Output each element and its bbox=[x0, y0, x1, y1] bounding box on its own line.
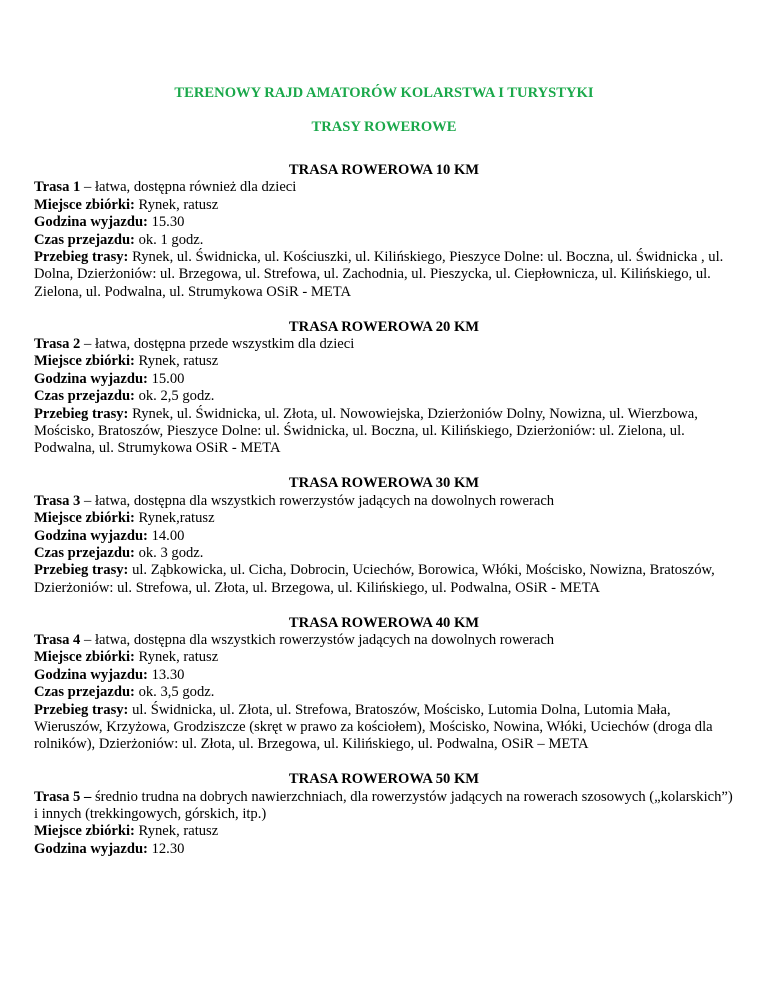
route-value: ul. Świdnicka, ul. Złota, ul. Strefowa, Bratoszów, Mościsko, Lutomia Dolna, Lutomia Mała, Wieruszów, Krzyżowa, Grodziszcze (skręt w prawo za kościołem), Mościsko, Nowina, Włóki, Uciechów (droga dla rolników), Dzierżoniów: ul. Złota, ul. Brzegowa, ul. Kilińskiego, ul. Podwalna, OSiR – META bbox=[34, 701, 713, 753]
route-section-50km bbox=[34, 771, 734, 858]
route-description bbox=[34, 179, 734, 196]
departure-label: Godzina wyjazdu: bbox=[34, 214, 148, 231]
departure-value: 13.30 bbox=[147, 666, 185, 683]
meeting-label: Miejsce zbiórki: bbox=[34, 353, 135, 370]
duration-label: Czas przejazdu: bbox=[34, 388, 135, 405]
route-heading: TRASA ROWEROWA 50 KM bbox=[288, 771, 480, 788]
route-description bbox=[34, 336, 734, 353]
duration-label: Czas przejazdu: bbox=[34, 544, 135, 561]
route-name: Trasa 1 bbox=[34, 179, 81, 196]
departure-label: Godzina wyjazdu: bbox=[34, 527, 148, 544]
route-course bbox=[34, 406, 734, 458]
route-course bbox=[34, 702, 734, 754]
meeting-point bbox=[34, 823, 734, 840]
duration-value: ok. 3,5 godz. bbox=[134, 684, 215, 701]
route-section-40km bbox=[34, 615, 734, 754]
route-description-text: – łatwa, dostępna również dla dzieci bbox=[80, 179, 297, 196]
document-subtitle: TRASY ROWEROWE bbox=[311, 119, 457, 135]
route-label: Przebieg trasy: bbox=[34, 562, 129, 579]
meeting-point bbox=[34, 510, 734, 527]
meeting-label: Miejsce zbiórki: bbox=[34, 510, 135, 527]
route-description bbox=[34, 789, 734, 824]
route-course bbox=[34, 249, 734, 301]
duration-value: ok. 1 godz. bbox=[134, 231, 204, 248]
routes-list bbox=[34, 162, 734, 876]
route-description-text: – łatwa, dostępna dla wszystkich rowerzystów jadących na dowolnych rowerach bbox=[80, 492, 555, 509]
duration-label: Czas przejazdu: bbox=[34, 684, 135, 701]
duration-value: ok. 3 godz. bbox=[134, 544, 204, 561]
ride-duration bbox=[34, 684, 734, 701]
meeting-point bbox=[34, 649, 734, 666]
meeting-value: Rynek, ratusz bbox=[134, 649, 219, 666]
departure-time bbox=[34, 371, 734, 388]
route-name: Trasa 3 bbox=[34, 492, 81, 509]
meeting-point bbox=[34, 197, 734, 214]
route-heading: TRASA ROWEROWA 20 KM bbox=[288, 318, 480, 335]
route-value: ul. Ząbkowicka, ul. Cicha, Dobrocin, Uciechów, Borowica, Włóki, Mościsko, Nowizna, Bratoszów, Dzierżoniów: ul. Strefowa, ul. Złota, ul. Brzegowa, ul. Kilińskiego, ul. Podwalna, OSiR - META bbox=[34, 562, 715, 596]
departure-time bbox=[34, 528, 734, 545]
ride-duration bbox=[34, 232, 734, 249]
route-description-text: – łatwa, dostępna przede wszystkim dla dzieci bbox=[80, 336, 355, 353]
route-description bbox=[34, 632, 734, 649]
departure-value: 15.30 bbox=[147, 214, 185, 231]
route-description-text: średnio trudna na dobrych nawierzchniach, dla rowerzystów jadących na rowerach szosowych („kolarskich”) i innych (trekkingowych, górskich, itp.) bbox=[34, 788, 733, 822]
duration-label: Czas przejazdu: bbox=[34, 231, 135, 248]
route-heading: TRASA ROWEROWA 30 KM bbox=[288, 475, 480, 492]
ride-duration bbox=[34, 545, 734, 562]
route-label: Przebieg trasy: bbox=[34, 405, 129, 422]
meeting-label: Miejsce zbiórki: bbox=[34, 649, 135, 666]
departure-value: 15.00 bbox=[147, 370, 185, 387]
duration-value: ok. 2,5 godz. bbox=[134, 388, 215, 405]
departure-value: 12.30 bbox=[147, 840, 185, 857]
departure-label: Godzina wyjazdu: bbox=[34, 666, 148, 683]
route-heading: TRASA ROWEROWA 10 KM bbox=[288, 162, 480, 178]
ride-duration bbox=[34, 388, 734, 405]
route-description-text: – łatwa, dostępna dla wszystkich rowerzystów jadących na dowolnych rowerach bbox=[80, 631, 555, 648]
route-description bbox=[34, 493, 734, 510]
meeting-value: Rynek, ratusz bbox=[134, 823, 219, 840]
meeting-value: Rynek, ratusz bbox=[134, 353, 219, 370]
departure-time bbox=[34, 667, 734, 684]
meeting-label: Miejsce zbiórki: bbox=[34, 823, 135, 840]
route-section-10km bbox=[34, 162, 734, 301]
departure-value: 14.00 bbox=[147, 527, 185, 544]
route-name: Trasa 2 bbox=[34, 336, 81, 353]
route-value: Rynek, ul. Świdnicka, ul. Kościuszki, ul. Kilińskiego, Pieszyce Dolne: ul. Boczna, ul. Świdnicka , ul. Dolna, Dzierżoniów: ul. Brzegowa, ul. Strefowa, ul. Zachodnia, ul. Pieszycka, ul. Ciepłownicza, ul. Kilińskiego, ul. Zielona, ul. Podwalna, ul. Strumykowa OSiR - META bbox=[34, 249, 724, 300]
route-section-20km bbox=[34, 319, 734, 458]
document-title: TERENOWY RAJD AMATORÓW KOLARSTWA I TURYSTYKI bbox=[174, 85, 594, 101]
departure-label: Godzina wyjazdu: bbox=[34, 370, 148, 387]
departure-time bbox=[34, 214, 734, 231]
route-label: Przebieg trasy: bbox=[34, 249, 129, 266]
meeting-value: Rynek,ratusz bbox=[134, 510, 215, 527]
route-course bbox=[34, 562, 734, 597]
departure-label: Godzina wyjazdu: bbox=[34, 840, 148, 857]
route-name: Trasa 5 – bbox=[34, 788, 92, 805]
departure-time bbox=[34, 841, 734, 858]
route-section-30km bbox=[34, 475, 734, 597]
meeting-label: Miejsce zbiórki: bbox=[34, 196, 135, 213]
route-heading: TRASA ROWEROWA 40 KM bbox=[288, 614, 480, 631]
meeting-point bbox=[34, 353, 734, 370]
route-value: Rynek, ul. Świdnicka, ul. Złota, ul. Nowowiejska, Dzierżoniów Dolny, Nowizna, ul. Wierzbowa, Mościsko, Bratoszów, Pieszyce Dolne: ul. Świdnicka, ul. Boczna, ul. Kilińskiego, Dzierżoniów: ul. Zielona, ul. Podwalna, ul. Strumykowa OSiR - META bbox=[34, 405, 698, 457]
route-label: Przebieg trasy: bbox=[34, 701, 129, 718]
route-name: Trasa 4 bbox=[34, 631, 81, 648]
meeting-value: Rynek, ratusz bbox=[134, 196, 219, 213]
